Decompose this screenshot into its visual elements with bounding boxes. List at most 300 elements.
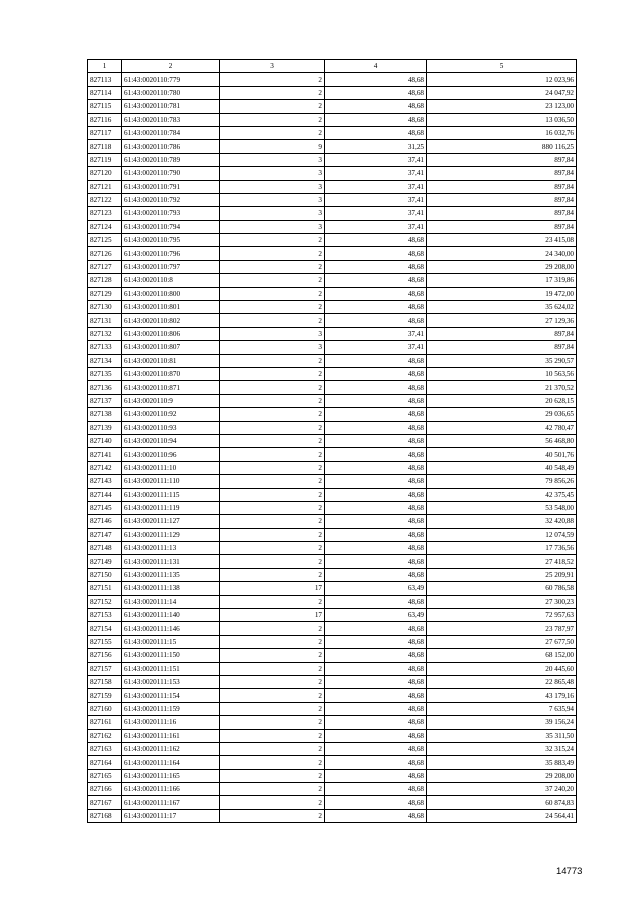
cadastral-number-cell: 61:43:0020111:162 [122,742,220,755]
cadastral-number-cell: 61:43:0020110:94 [122,434,220,447]
cadastral-number-cell: 61:43:0020111:138 [122,582,220,595]
row-number-cell: 827126 [88,247,122,260]
rate-value-cell: 48,68 [325,301,427,314]
table-row [88,702,577,715]
count-value-cell: 2 [220,274,325,287]
table-row [88,421,577,434]
cadastral-number-cell: 61:43:0020110:783 [122,113,220,126]
row-number-cell: 827128 [88,274,122,287]
column-header-1: 1 [88,60,122,73]
table-row [88,689,577,702]
row-number-cell: 827118 [88,140,122,153]
amount-value-cell: 27 300,23 [427,595,577,608]
table-row [88,448,577,461]
cadastral-number-cell: 61:43:0020110:797 [122,260,220,273]
amount-value-cell: 21 370,52 [427,381,577,394]
rate-value-cell: 48,68 [325,675,427,688]
rate-value-cell: 48,68 [325,809,427,822]
amount-value-cell: 897,84 [427,341,577,354]
table-row [88,140,577,153]
table-row [88,796,577,809]
count-value-cell: 2 [220,622,325,635]
amount-value-cell: 40 501,76 [427,448,577,461]
column-header-2: 2 [122,60,220,73]
count-value-cell: 2 [220,796,325,809]
table-row [88,100,577,113]
amount-value-cell: 29 208,00 [427,260,577,273]
table-body [88,73,577,823]
rate-value-cell: 48,68 [325,689,427,702]
row-number-cell: 827133 [88,341,122,354]
cadastral-number-cell: 61:43:0020111:115 [122,488,220,501]
table-row [88,488,577,501]
cadastral-number-cell: 61:43:0020111:17 [122,809,220,822]
row-number-cell: 827116 [88,113,122,126]
rate-value-cell: 48,68 [325,434,427,447]
amount-value-cell: 29 036,65 [427,408,577,421]
row-number-cell: 827153 [88,609,122,622]
row-number-cell: 827167 [88,796,122,809]
count-value-cell: 2 [220,595,325,608]
table-row [88,742,577,755]
row-number-cell: 827168 [88,809,122,822]
rate-value-cell: 48,68 [325,542,427,555]
table-row [88,729,577,742]
rate-value-cell: 48,68 [325,622,427,635]
rate-value-cell: 48,68 [325,314,427,327]
row-number-cell: 827143 [88,475,122,488]
row-number-cell: 827141 [88,448,122,461]
row-number-cell: 827125 [88,234,122,247]
cadastral-number-cell: 61:43:0020111:16 [122,716,220,729]
amount-value-cell: 20 628,15 [427,394,577,407]
table-row [88,649,577,662]
cadastral-number-cell: 61:43:0020111:110 [122,475,220,488]
count-value-cell: 3 [220,180,325,193]
row-number-cell: 827154 [88,622,122,635]
cadastral-number-cell: 61:43:0020110:9 [122,394,220,407]
count-value-cell: 2 [220,568,325,581]
amount-value-cell: 27 129,36 [427,314,577,327]
amount-value-cell: 897,84 [427,193,577,206]
rate-value-cell: 48,68 [325,354,427,367]
cadastral-number-cell: 61:43:0020111:159 [122,702,220,715]
cadastral-number-cell: 61:43:0020111:166 [122,783,220,796]
row-number-cell: 827164 [88,756,122,769]
cadastral-number-cell: 61:43:0020110:781 [122,100,220,113]
cadastral-number-cell: 61:43:0020111:167 [122,796,220,809]
amount-value-cell: 897,84 [427,167,577,180]
rate-value-cell: 48,68 [325,287,427,300]
row-number-cell: 827160 [88,702,122,715]
count-value-cell: 2 [220,475,325,488]
row-number-cell: 827119 [88,153,122,166]
row-number-cell: 827127 [88,260,122,273]
table-row [88,622,577,635]
count-value-cell: 2 [220,528,325,541]
table-row [88,86,577,99]
count-value-cell: 2 [220,100,325,113]
table-row [88,327,577,340]
cadastral-number-cell: 61:43:0020111:13 [122,542,220,555]
rate-value-cell: 37,41 [325,153,427,166]
row-number-cell: 827122 [88,193,122,206]
amount-value-cell: 23 415,08 [427,234,577,247]
count-value-cell: 2 [220,635,325,648]
row-number-cell: 827138 [88,408,122,421]
cadastral-number-cell: 61:43:0020111:151 [122,662,220,675]
count-value-cell: 2 [220,542,325,555]
cadastral-number-cell: 61:43:0020111:15 [122,635,220,648]
header-row [88,60,577,73]
rate-value-cell: 37,41 [325,341,427,354]
cadastral-number-cell: 61:43:0020110:795 [122,234,220,247]
rate-value-cell: 48,68 [325,421,427,434]
count-value-cell: 3 [220,327,325,340]
row-number-cell: 827131 [88,314,122,327]
count-value-cell: 2 [220,662,325,675]
rate-value-cell: 48,68 [325,515,427,528]
rate-value-cell: 37,41 [325,220,427,233]
count-value-cell: 2 [220,126,325,139]
cadastral-number-cell: 61:43:0020110:92 [122,408,220,421]
rate-value-cell: 48,68 [325,662,427,675]
count-value-cell: 3 [220,220,325,233]
amount-value-cell: 880 116,25 [427,140,577,153]
amount-value-cell: 24 340,00 [427,247,577,260]
row-number-cell: 827166 [88,783,122,796]
data-table [87,59,577,823]
cadastral-number-cell: 61:43:0020110:786 [122,140,220,153]
table-row [88,662,577,675]
table-row [88,461,577,474]
row-number-cell: 827145 [88,501,122,514]
count-value-cell: 2 [220,73,325,86]
rate-value-cell: 48,68 [325,448,427,461]
table-row [88,582,577,595]
count-value-cell: 2 [220,247,325,260]
count-value-cell: 2 [220,649,325,662]
rate-value-cell: 48,68 [325,649,427,662]
row-number-cell: 827151 [88,582,122,595]
table-row [88,73,577,86]
amount-value-cell: 897,84 [427,153,577,166]
table-row [88,180,577,193]
amount-value-cell: 20 445,60 [427,662,577,675]
rate-value-cell: 48,68 [325,247,427,260]
row-number-cell: 827144 [88,488,122,501]
table-row [88,287,577,300]
row-number-cell: 827149 [88,555,122,568]
row-number-cell: 827123 [88,207,122,220]
amount-value-cell: 17 319,86 [427,274,577,287]
rate-value-cell: 48,68 [325,100,427,113]
table-row [88,354,577,367]
table-row [88,220,577,233]
rate-value-cell: 48,68 [325,635,427,648]
rate-value-cell: 48,68 [325,756,427,769]
row-number-cell: 827114 [88,86,122,99]
rate-value-cell: 48,68 [325,260,427,273]
table-row [88,716,577,729]
cadastral-number-cell: 61:43:0020110:93 [122,421,220,434]
count-value-cell: 2 [220,809,325,822]
amount-value-cell: 23 787,97 [427,622,577,635]
row-number-cell: 827148 [88,542,122,555]
amount-value-cell: 897,84 [427,327,577,340]
count-value-cell: 2 [220,314,325,327]
amount-value-cell: 17 736,56 [427,542,577,555]
rate-value-cell: 63,49 [325,582,427,595]
row-number-cell: 827120 [88,167,122,180]
amount-value-cell: 35 624,02 [427,301,577,314]
cadastral-number-cell: 61:43:0020110:806 [122,327,220,340]
rate-value-cell: 37,41 [325,193,427,206]
amount-value-cell: 19 472,00 [427,287,577,300]
row-number-cell: 827135 [88,367,122,380]
row-number-cell: 827130 [88,301,122,314]
amount-value-cell: 35 883,49 [427,756,577,769]
table-row [88,675,577,688]
count-value-cell: 2 [220,488,325,501]
count-value-cell: 2 [220,367,325,380]
table-row [88,434,577,447]
row-number-cell: 827150 [88,568,122,581]
rate-value-cell: 48,68 [325,367,427,380]
table-row [88,756,577,769]
amount-value-cell: 13 036,50 [427,113,577,126]
cadastral-number-cell: 61:43:0020111:165 [122,769,220,782]
cadastral-number-cell: 61:43:0020111:146 [122,622,220,635]
rate-value-cell: 48,68 [325,274,427,287]
count-value-cell: 17 [220,582,325,595]
column-header-4: 4 [325,60,427,73]
count-value-cell: 3 [220,193,325,206]
count-value-cell: 2 [220,702,325,715]
count-value-cell: 2 [220,260,325,273]
amount-value-cell: 16 032,76 [427,126,577,139]
amount-value-cell: 29 208,00 [427,769,577,782]
table-row [88,153,577,166]
cadastral-number-cell: 61:43:0020110:791 [122,180,220,193]
row-number-cell: 827129 [88,287,122,300]
rate-value-cell: 48,68 [325,488,427,501]
count-value-cell: 2 [220,394,325,407]
rate-value-cell: 48,68 [325,73,427,86]
row-number-cell: 827134 [88,354,122,367]
row-number-cell: 827117 [88,126,122,139]
table-row [88,408,577,421]
amount-value-cell: 7 635,94 [427,702,577,715]
cadastral-number-cell: 61:43:0020111:10 [122,461,220,474]
table-row [88,301,577,314]
table-row [88,609,577,622]
row-number-cell: 827140 [88,434,122,447]
amount-value-cell: 32 420,88 [427,515,577,528]
table-row [88,769,577,782]
amount-value-cell: 897,84 [427,207,577,220]
amount-value-cell: 12 023,96 [427,73,577,86]
row-number-cell: 827165 [88,769,122,782]
count-value-cell: 2 [220,689,325,702]
cadastral-number-cell: 61:43:0020110:807 [122,341,220,354]
amount-value-cell: 12 074,59 [427,528,577,541]
cadastral-number-cell: 61:43:0020110:789 [122,153,220,166]
amount-value-cell: 35 311,50 [427,729,577,742]
table-row [88,515,577,528]
row-number-cell: 827157 [88,662,122,675]
row-number-cell: 827115 [88,100,122,113]
count-value-cell: 2 [220,501,325,514]
row-number-cell: 827142 [88,461,122,474]
table-row [88,113,577,126]
amount-value-cell: 43 179,16 [427,689,577,702]
cadastral-number-cell: 61:43:0020111:164 [122,756,220,769]
amount-value-cell: 24 564,41 [427,809,577,822]
rate-value-cell: 37,41 [325,207,427,220]
rate-value-cell: 48,68 [325,716,427,729]
count-value-cell: 2 [220,113,325,126]
table-row [88,568,577,581]
rate-value-cell: 48,68 [325,408,427,421]
row-number-cell: 827152 [88,595,122,608]
table-row [88,475,577,488]
amount-value-cell: 53 548,00 [427,501,577,514]
rate-value-cell: 48,68 [325,729,427,742]
count-value-cell: 2 [220,301,325,314]
amount-value-cell: 42 375,45 [427,488,577,501]
rate-value-cell: 48,68 [325,783,427,796]
count-value-cell: 9 [220,140,325,153]
table-row [88,341,577,354]
count-value-cell: 2 [220,86,325,99]
count-value-cell: 3 [220,341,325,354]
table-row [88,528,577,541]
amount-value-cell: 23 123,00 [427,100,577,113]
count-value-cell: 2 [220,716,325,729]
rate-value-cell: 48,68 [325,702,427,715]
rate-value-cell: 48,68 [325,475,427,488]
rate-value-cell: 48,68 [325,394,427,407]
cadastral-number-cell: 61:43:0020111:140 [122,609,220,622]
row-number-cell: 827139 [88,421,122,434]
cadastral-number-cell: 61:43:0020111:150 [122,649,220,662]
rate-value-cell: 48,68 [325,461,427,474]
cadastral-number-cell: 61:43:0020111:14 [122,595,220,608]
table-row [88,314,577,327]
cadastral-number-cell: 61:43:0020111:154 [122,689,220,702]
count-value-cell: 2 [220,234,325,247]
cadastral-number-cell: 61:43:0020110:8 [122,274,220,287]
amount-value-cell: 60 786,58 [427,582,577,595]
count-value-cell: 2 [220,434,325,447]
table-row [88,381,577,394]
amount-value-cell: 72 957,63 [427,609,577,622]
rate-value-cell: 37,41 [325,327,427,340]
cadastral-number-cell: 61:43:0020111:131 [122,555,220,568]
column-header-5: 5 [427,60,577,73]
row-number-cell: 827124 [88,220,122,233]
cadastral-number-cell: 61:43:0020110:796 [122,247,220,260]
column-header-3: 3 [220,60,325,73]
count-value-cell: 17 [220,609,325,622]
count-value-cell: 2 [220,354,325,367]
row-number-cell: 827136 [88,381,122,394]
cadastral-number-cell: 61:43:0020110:871 [122,381,220,394]
row-number-cell: 827159 [88,689,122,702]
cadastral-number-cell: 61:43:0020110:801 [122,301,220,314]
cadastral-number-cell: 61:43:0020110:792 [122,193,220,206]
row-number-cell: 827155 [88,635,122,648]
count-value-cell: 2 [220,421,325,434]
cadastral-number-cell: 61:43:0020110:784 [122,126,220,139]
rate-value-cell: 63,49 [325,609,427,622]
cadastral-number-cell: 61:43:0020110:793 [122,207,220,220]
cadastral-number-cell: 61:43:0020111:161 [122,729,220,742]
rate-value-cell: 37,41 [325,167,427,180]
amount-value-cell: 42 780,47 [427,421,577,434]
amount-value-cell: 27 677,50 [427,635,577,648]
cadastral-number-cell: 61:43:0020111:127 [122,515,220,528]
row-number-cell: 827121 [88,180,122,193]
table-row [88,126,577,139]
table-row [88,635,577,648]
cadastral-number-cell: 61:43:0020110:794 [122,220,220,233]
row-number-cell: 827113 [88,73,122,86]
count-value-cell: 2 [220,742,325,755]
row-number-cell: 827147 [88,528,122,541]
count-value-cell: 2 [220,515,325,528]
row-number-cell: 827156 [88,649,122,662]
cadastral-number-cell: 61:43:0020110:81 [122,354,220,367]
amount-value-cell: 35 290,57 [427,354,577,367]
table-row [88,367,577,380]
table-row [88,247,577,260]
count-value-cell: 2 [220,448,325,461]
cadastral-number-cell: 61:43:0020110:96 [122,448,220,461]
cadastral-number-cell: 61:43:0020110:870 [122,367,220,380]
count-value-cell: 3 [220,207,325,220]
table-row [88,207,577,220]
table-row [88,555,577,568]
amount-value-cell: 40 548,49 [427,461,577,474]
rate-value-cell: 48,68 [325,113,427,126]
cadastral-number-cell: 61:43:0020111:135 [122,568,220,581]
rate-value-cell: 48,68 [325,234,427,247]
cadastral-number-cell: 61:43:0020110:802 [122,314,220,327]
count-value-cell: 2 [220,381,325,394]
table-row [88,274,577,287]
rate-value-cell: 48,68 [325,528,427,541]
rate-value-cell: 48,68 [325,501,427,514]
table-row [88,167,577,180]
cadastral-number-cell: 61:43:0020110:800 [122,287,220,300]
cadastral-number-cell: 61:43:0020110:780 [122,86,220,99]
table-row [88,595,577,608]
table-row [88,783,577,796]
row-number-cell: 827163 [88,742,122,755]
row-number-cell: 827158 [88,675,122,688]
rate-value-cell: 48,68 [325,126,427,139]
count-value-cell: 2 [220,756,325,769]
row-number-cell: 827162 [88,729,122,742]
amount-value-cell: 22 865,48 [427,675,577,688]
count-value-cell: 2 [220,287,325,300]
rate-value-cell: 48,68 [325,86,427,99]
count-value-cell: 2 [220,769,325,782]
rate-value-cell: 48,68 [325,796,427,809]
amount-value-cell: 27 418,52 [427,555,577,568]
